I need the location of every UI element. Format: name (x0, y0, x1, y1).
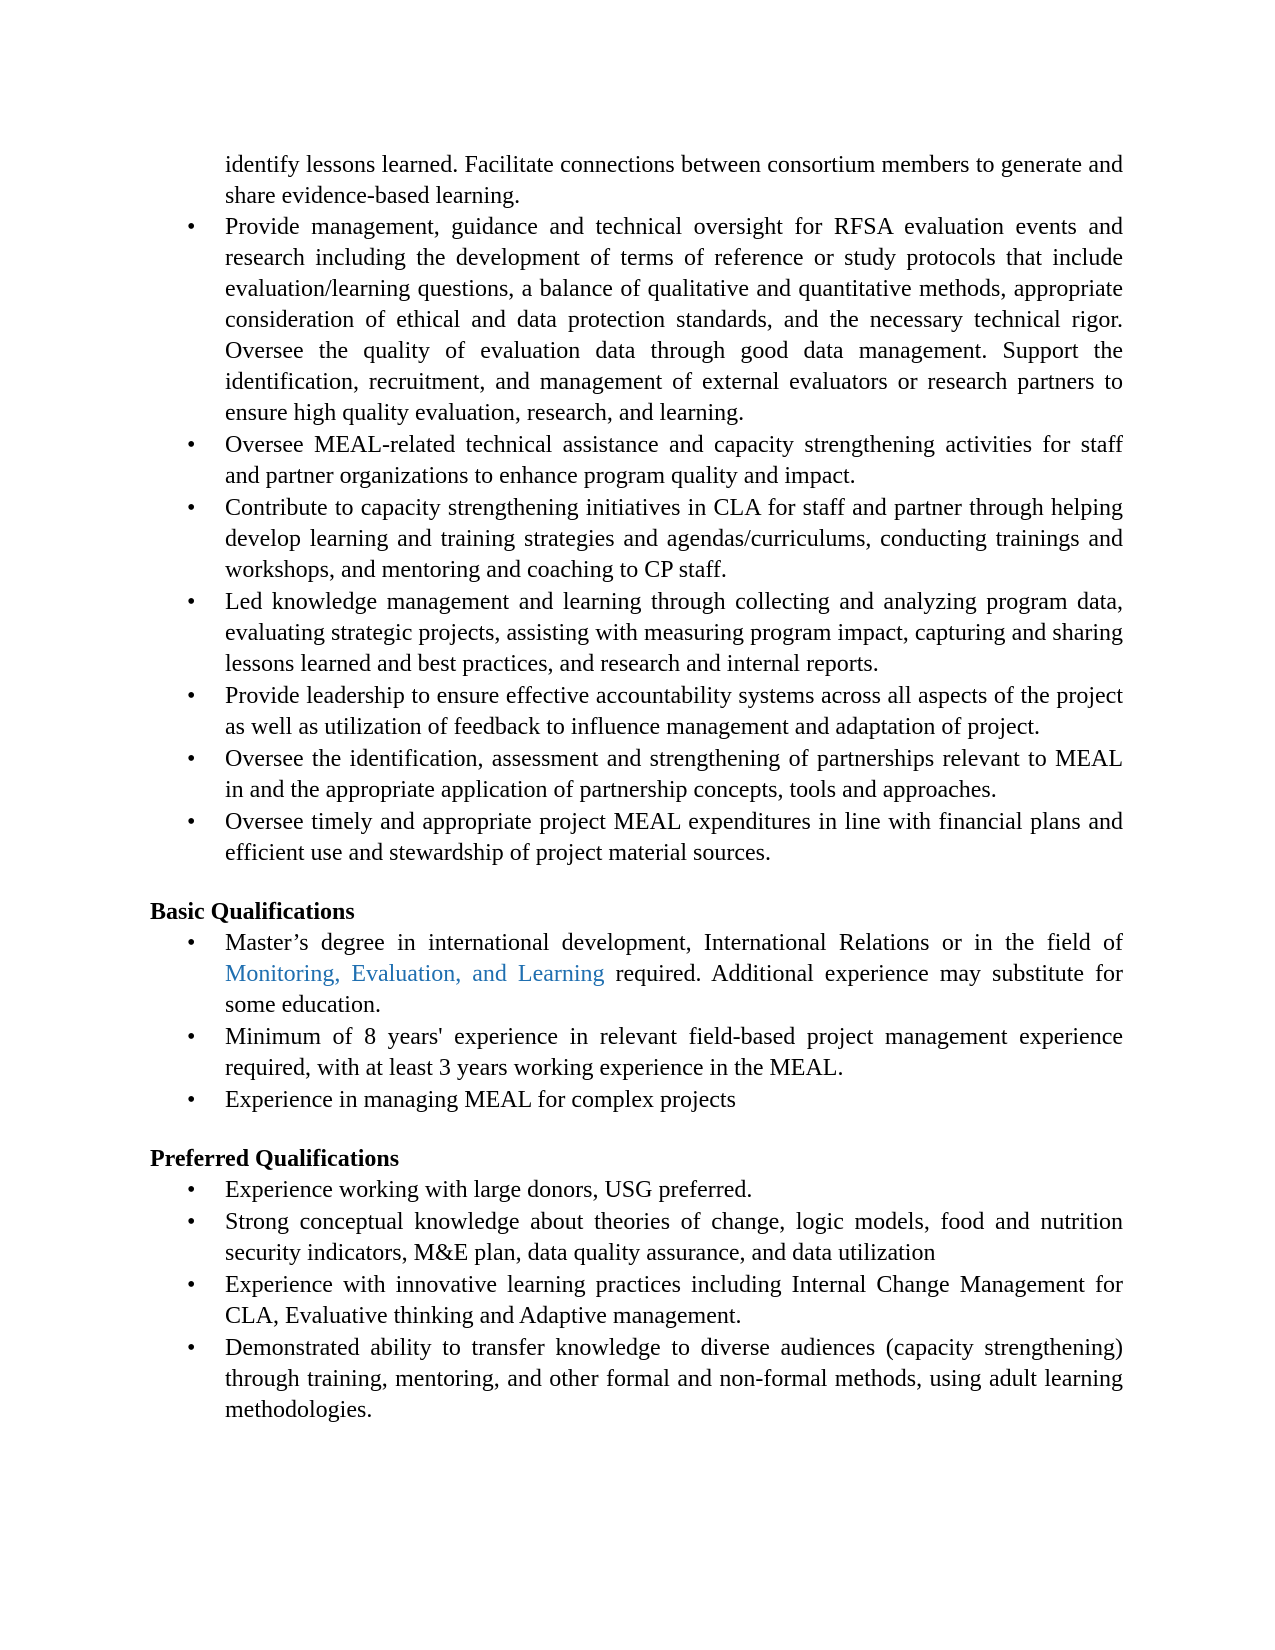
basic-qualifications-heading: Basic Qualifications (150, 899, 355, 925)
list-item-text: Oversee MEAL-related technical assistance and capacity strengthening activities for staff and partner organizations to enhance program quality and impact. (225, 432, 1123, 489)
bullet-icon: • (187, 1272, 196, 1298)
list-item (150, 493, 1123, 586)
preferred-qualifications-list (150, 1175, 1123, 1426)
list-item (150, 744, 1123, 806)
bullet-icon: • (187, 809, 196, 835)
list-item (150, 212, 1123, 429)
list-item-text: Provide management, guidance and technical oversight for RFSA evaluation events and research including the development of terms of reference or study protocols that include evaluation/learning questions, a balance of qualitative and quantitative methods, appropriate consideration of ethical and data protection standards, and the necessary technical rigor. Oversee the quality of evaluation data through good data management. Support the identification, recruitment, and management of external evaluators or research partners to ensure high quality evaluation, research, and learning. (225, 214, 1123, 426)
responsibilities-list (150, 212, 1123, 869)
bullet-icon: • (187, 1087, 196, 1113)
list-item-text: Minimum of 8 years' experience in relevant field-based project management experience required, with at least 3 years working experience in the MEAL. (225, 1024, 1123, 1081)
mel-link[interactable]: Monitoring, Evaluation, and Learning (225, 961, 605, 987)
list-item (150, 1175, 1123, 1206)
bullet-icon: • (187, 214, 196, 240)
list-item-text: Provide leadership to ensure effective accountability systems across all aspects of the project as well as utilization of feedback to influence management and adaptation of project. (225, 683, 1123, 740)
bullet-icon: • (187, 1024, 196, 1050)
preferred-qualifications-heading: Preferred Qualifications (150, 1146, 400, 1172)
bullet-icon: • (187, 1177, 196, 1203)
list-item-text: Demonstrated ability to transfer knowledge to diverse audiences (capacity strengthening) through training, mentoring, and other formal and non-formal methods, using adult learning methodologies. (225, 1335, 1123, 1423)
bullet-icon: • (187, 495, 196, 521)
bullet-icon: • (187, 746, 196, 772)
bullet-icon: • (187, 1209, 196, 1235)
list-item (150, 1085, 1123, 1116)
list-item-text: Strong conceptual knowledge about theories of change, logic models, food and nutrition security indicators, M&E plan, data quality assurance, and data utilization (225, 1209, 1123, 1266)
list-item-text: Led knowledge management and learning through collecting and analyzing program data, evaluating strategic projects, assisting with measuring program impact, capturing and sharing lessons learned and best practices, and research and internal reports. (225, 589, 1123, 677)
list-item-text: Oversee timely and appropriate project MEAL expenditures in line with financial plans and efficient use and stewardship of project material sources. (225, 809, 1123, 866)
list-item-text: Oversee the identification, assessment and strengthening of partnerships relevant to MEAL in and the appropriate application of partnership concepts, tools and approaches. (225, 746, 1123, 803)
list-item (150, 587, 1123, 680)
list-item-text: Experience working with large donors, USG preferred. (225, 1177, 753, 1203)
list-item-text: Experience with innovative learning practices including Internal Change Management for CLA, Evaluative thinking and Adaptive management. (225, 1272, 1123, 1329)
list-item (150, 1333, 1123, 1426)
basic-qualifications-list (150, 928, 1123, 1116)
document-content (150, 150, 1123, 1427)
list-item (150, 430, 1123, 492)
list-item (150, 681, 1123, 743)
list-item (150, 928, 1123, 1021)
list-item-text: Contribute to capacity strengthening initiatives in CLA for staff and partner through helping develop learning and training strategies and agendas/curriculums, conducting trainings and workshops, and mentoring and coaching to CP staff. (225, 495, 1123, 583)
continuation-paragraph: identify lessons learned. Facilitate connections between consortium members to generate and share evidence-based learning. (225, 152, 1123, 209)
list-item (150, 807, 1123, 869)
bullet-icon: • (187, 1335, 196, 1361)
list-item (150, 1207, 1123, 1269)
list-item-text-after-link: required. Additional experience may substitute for some education. (225, 961, 1123, 1018)
list-item (150, 1270, 1123, 1332)
bullet-icon: • (187, 589, 196, 615)
list-item-text: Experience in managing MEAL for complex projects (225, 1087, 736, 1113)
list-item (150, 1022, 1123, 1084)
bullet-icon: • (187, 683, 196, 709)
bullet-icon: • (187, 432, 196, 458)
list-item-text-before-link: Master’s degree in international development, International Relations or in the field of (225, 930, 1123, 956)
bullet-icon: • (187, 930, 196, 956)
